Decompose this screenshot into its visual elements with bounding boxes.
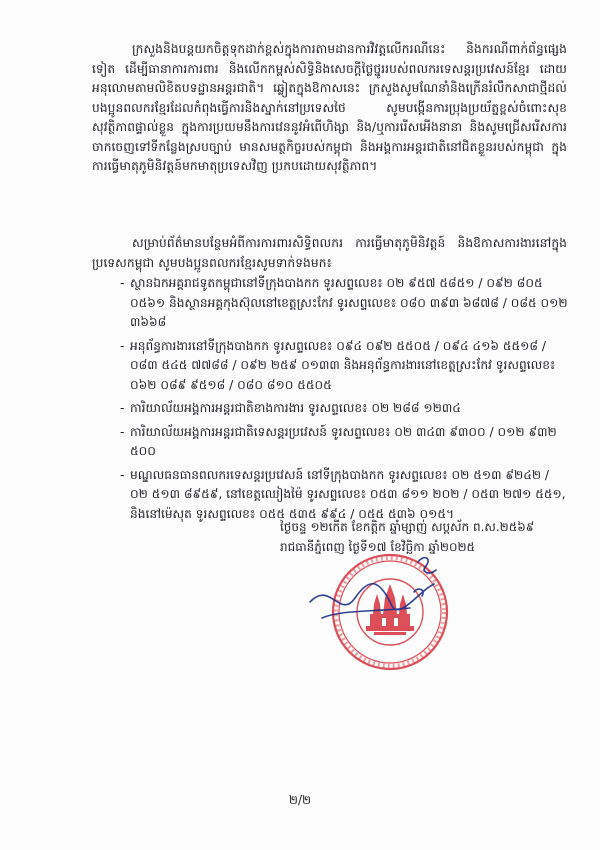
date-solar: រាជធានីភ្នំពេញ ថ្ងៃទី១៧ ខែវិច្ឆិកា ឆ្នាំ២០២៥ (280, 540, 476, 554)
page-number: ២/២ (288, 793, 312, 807)
contact-item-ilo: - ការិយាល័យអង្គការអន្តរជាតិខាងការងារ ទូរសព្ទលេខ៖ ០២ ២៨៨ ១២៣៤ (120, 399, 570, 419)
contact-item-resource-center: - មណ្ឌលធនធានពលករទេសន្តរប្រវេសន៍ នៅទីក្រុងបាងកក ទូរសព្ទលេខ៖ ០២ ៥១៣ ៩២៤២ / ០២ ៥១៣ ៨៩៥៩, នៅខេត្តឈៀងម៉ៃ ទូរសព្ទលេខ៖ ០៥៣ ៨១១ ២០២ / ០៥៣ ២៧១ ៥៥១, និងនៅម៉េសុត ទូរសព្ទលេខ៖ ០៥៥ ៥៣៥ ៩៩៤ / ០៥៥ ៥៣៦ ០១៥។ (120, 466, 570, 525)
signature-icon (300, 550, 440, 670)
date-lunar: ថ្ងៃចន្ទ ១២កើត ខែកត្តិក ឆ្នាំម្សាញ់ សប្តស័ក ព.ស.២៥៦៩ (280, 520, 535, 534)
paragraph-1-text: ក្រសួងនិងបន្តយកចិត្តទុកដាក់ខ្ពស់ក្នុងការតាមដានការវិវត្តលើករណីនេះ និងករណីពាក់ព័ន្ធផ្សេងទៀត ដើម្បីធានាការការពារ និងលើកកម្ពស់សិទ្ធិនិងសេចក្តីថ្លៃថ្នូររបស់ពលករទេសន្តរប្រវេសន៍ខ្មែរ ដោយអនុលោមតាមលិខិតបទដ្ឋានអន្តរជាតិ។ ឆ្លៀតក្នុងឱកាសនេះ ក្រសួងសូមណែនាំនិងក្រើនរំលឹកសាជាថ្មីដល់ បងប្អូនពលករខ្មែរដែលកំពុងធ្វើការនិងស្នាក់នៅប្រទេសថៃ សូមបង្កើនការប្រុងប្រយ័ត្នខ្ពស់ចំពោះសុខសុវត្ថិភាពផ្ទាល់ខ្លួន ក្នុងការប្រយមនឹងការវេននូវអំពើហិង្សា និង/ឬការរើសអើងនានា និងសូមជ្រើសរើសការចាកចេញទៅទីកន្លែងស្របច្បាប់ មានសមត្ថកិច្ចរបស់កម្ពុជា និងអង្គការអន្តរជាតិនៅជិតខ្លួនរបស់កម្ពុជា ក្នុងការធ្វើមាតុភូមិនិវត្តន៍មកមាតុប្រទេសវិញ ប្រកបដោយសុវត្ថិភាព។ (92, 42, 567, 173)
contact-item-embassy: - ស្ថានឯកអគ្គរាជទូតកម្ពុជានៅទីក្រុងបាងកក ទូរសព្ទលេខ៖ ០២ ៩៥៧ ៥៨៥១ / ០៩២ ៨០៥ ០៥៦១ និងស្ថានអគ្គកុងស៊ុលនៅខេត្តស្រះកែវ ទូរសព្ទលេខ៖ ០៨០ ៣៩៣ ៦៨៧៨ / ០៨៥ ០១២ ៣៦៦៨ (120, 274, 570, 333)
paragraph-2-text: សម្រាប់ព័ត៌មានបន្ថែមអំពីការការពារសិទ្ធិពលករ ការធ្វើមាតុភូមិនិវត្តន៍ និងឱកាសការងារនៅក្នុងប្រទេសកម្ពុជា សូមបងប្អូនពលករខ្មែរសូមទាក់ទងមក៖ (92, 236, 567, 270)
body-paragraph-2 (92, 234, 567, 273)
contact-item-iom: - ការិយាល័យអង្គការអន្តរជាតិទេសន្តរប្រវេសន៍ ទូរសព្ទលេខ៖ ០២ ៣៤៣ ៩៣០០ / ០១២ ៩៣២ ៥០០ (120, 423, 570, 462)
contact-item-labor-attache: - អនុព័ន្ធការងារនៅទីក្រុងបាងកក ទូរសព្ទលេខ៖ ០៩៤ ០៩២ ៥៥០៥ / ០៩៤ ៤១៦ ៥៥១៨ / ០៨៣ ៥៤៥ ៧៧៨៨ / ០៩២ ២៥៩ ០១៣៣ និងអនុព័ន្ធការងារនៅខេត្តស្រះកែវ ទូរសព្ទលេខ៖ ០៦២ ០៨៩ ៩៥១៨ / ០៨០ ៨១០ ៥៥០៥ (120, 337, 570, 396)
body-paragraph-1 (92, 40, 567, 177)
contact-list (120, 274, 570, 528)
